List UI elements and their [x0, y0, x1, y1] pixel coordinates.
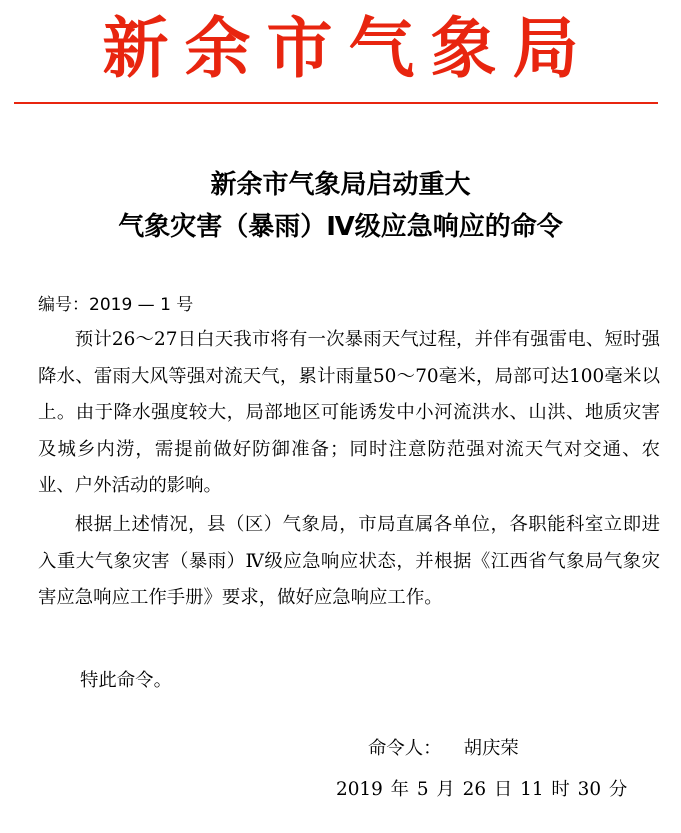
issue-datetime: 2019 年 5 月 26 日 11 时 30 分: [336, 779, 628, 800]
signer-label: 命令人：: [368, 738, 442, 759]
document-title-line-1: 新余市气象局启动重大: [210, 170, 471, 200]
signer-line: [368, 733, 519, 765]
closing-statement: 特此命令。: [80, 670, 172, 691]
document-title-line-2: 气象灾害（暴雨）Ⅳ级应急响应的命令: [118, 212, 563, 242]
masthead-rule-line: [14, 102, 658, 104]
document-number: 编号：2019 — 1 号: [38, 295, 194, 315]
masthead-rule: [14, 102, 658, 104]
paragraph-response: 根据上述情况，县（区）气象局，市局直属各单位，各职能科室立即进入重大气象灾害（暴雨）Ⅳ级应急响应状态，并根据《江西省气象局气象灾害应急响应工作手册》要求，做好应急响应工作。: [38, 514, 660, 609]
masthead-title: 新余市气象局: [102, 9, 595, 87]
signer-name: 胡庆荣: [463, 738, 519, 759]
paragraph-forecast: 预计26～27日白天我市将有一次暴雨天气过程，并伴有强雷电、短时强降水、雷雨大风等强对流天气，累计雨量50～70毫米，局部可达100毫米以上。由于降水强度较大，局部地区可能诱发中小河流洪水、山洪、地质灾害及城乡内涝，需提前做好防御准备；同时注意防范强对流天气对交通、农业、户外活动的影响。: [38, 329, 660, 497]
